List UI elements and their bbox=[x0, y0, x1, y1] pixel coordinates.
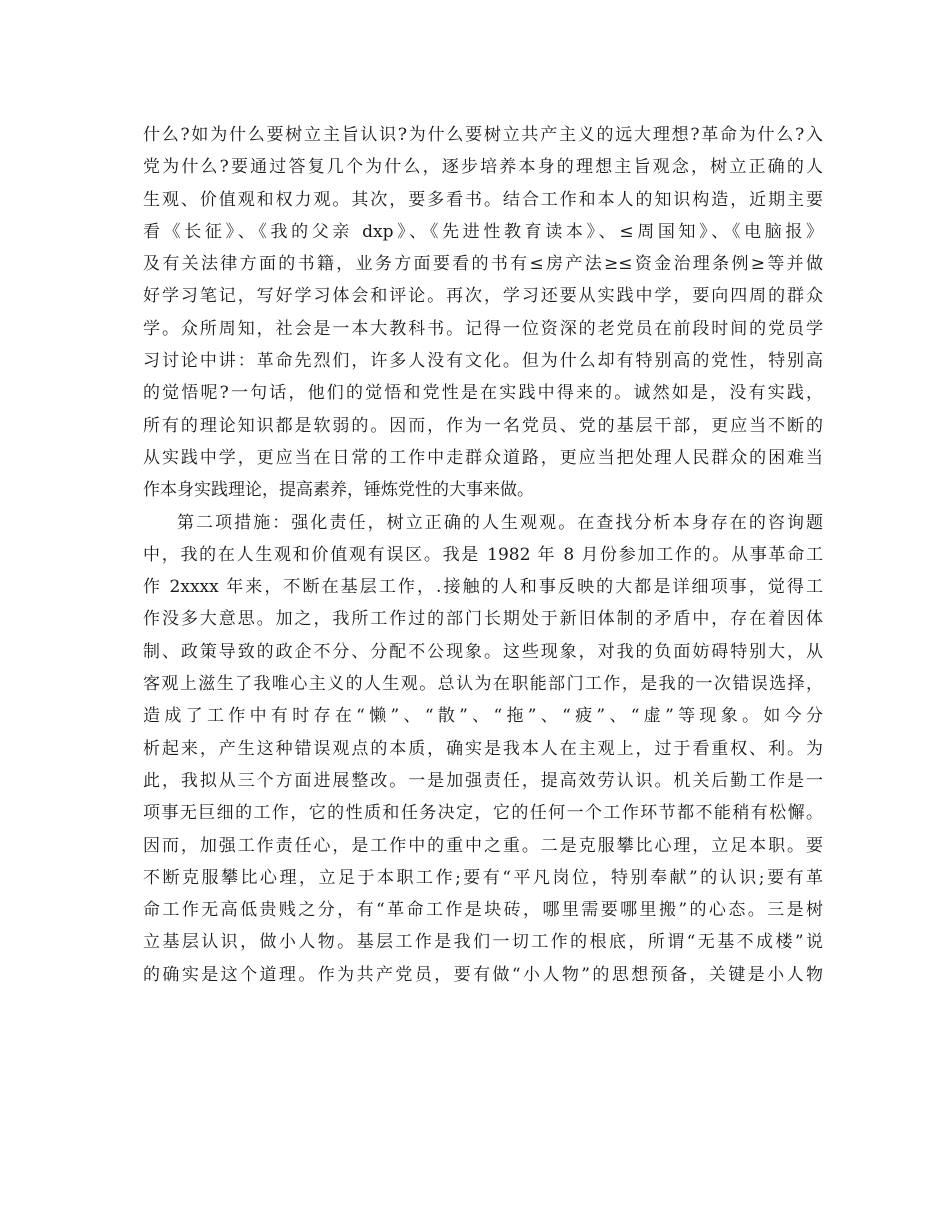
text-line: 习讨论中讲：革命先烈们，许多人没有文化。但为什么却有特别高的党性，特别高 bbox=[143, 351, 823, 372]
text-line: 党为什么?要通过答复几个为什么，逐步培养本身的理想主旨观念，树立正确的人 bbox=[143, 157, 823, 178]
text-line: 客观上滋生了我唯心主义的人生观。总认为在职能部门工作，是我的一次错误选择， bbox=[143, 674, 823, 695]
text-line: 析起来，产生这种错误观点的本质，确实是我本人在主观上，过于看重权、利。为 bbox=[143, 738, 823, 759]
text-line: 造成了工作中有时存在“懒”、“散”、“拖”、“疲”、“虚”等现象。如今分 bbox=[143, 706, 823, 727]
text-line: 第二项措施：强化责任，树立正确的人生观观。在查找分析本身存在的咨询题 bbox=[177, 512, 823, 533]
text-line: 所有的理论知识都是软弱的。因而，作为一名党员、党的基层干部，更应当不断的 bbox=[143, 415, 823, 436]
text-line: 作本身实践理论，提高素养，锤炼党性的大事来做。 bbox=[143, 480, 534, 501]
paragraph-study bbox=[143, 119, 823, 507]
paragraph-second-measure bbox=[143, 507, 823, 991]
text-line: 命工作无高低贵贱之分，有“革命工作是块砖，哪里需要哪里搬”的心态。三是树 bbox=[143, 900, 823, 921]
text-line: 作 2xxxx 年来，不断在基层工作，.接触的人和事反映的大都是详细项事，觉得工 bbox=[143, 577, 823, 598]
text-line: 作没多大意思。加之，我所工作过的部门长期处于新旧体制的矛盾中，存在着因体 bbox=[143, 609, 823, 630]
text-line: 从实践中学，更应当在日常的工作中走群众道路，更应当把处理人民群众的困难当 bbox=[143, 447, 823, 468]
text-line: 中，我的在人生观和价值观有误区。我是 1982 年 8 月份参加工作的。从事革命工 bbox=[143, 544, 823, 565]
text-line: 什么?如为什么要树立主旨认识?为什么要树立共产主义的远大理想?革命为什么?入 bbox=[143, 125, 823, 145]
text-line: 立基层认识，做小人物。基层工作是我们一切工作的根底，所谓“无基不成楼”说 bbox=[143, 932, 823, 953]
body-text bbox=[143, 119, 823, 991]
text-line: 的觉悟呢?一句话，他们的觉悟和党性是在实践中得来的。诚然如是，没有实践， bbox=[143, 383, 823, 404]
text-line: 此，我拟从三个方面进展整改。一是加强责任，提高效劳认识。机关后勤工作是一 bbox=[143, 770, 823, 791]
text-line: 好学习笔记，写好学习体会和评论。再次，学习还要从实践中学，要向四周的群众 bbox=[143, 286, 823, 307]
text-line: 因而，加强工作责任心，是工作中的重中之重。二是克服攀比心理，立足本职。要 bbox=[143, 835, 823, 856]
text-line: 不断克服攀比心理，立足于本职工作;要有“平凡岗位，特别奉献”的认识;要有革 bbox=[143, 867, 823, 888]
text-line: 及有关法律方面的书籍，业务方面要看的书有≤房产法≥≤资金治理条例≥等并做 bbox=[143, 254, 823, 275]
text-line: 学。众所周知，社会是一本大教科书。记得一位资深的老党员在前段时间的党员学 bbox=[143, 318, 823, 339]
text-line: 的确实是这个道理。作为共产党员，要有做“小人物”的思想预备，关键是小人物 bbox=[143, 964, 823, 985]
text-line: 项事无巨细的工作，它的性质和任务决定，它的任何一个工作环节都不能稍有松懈。 bbox=[143, 803, 823, 824]
text-line: 看《长征》、《我的父亲 dxp》、《先进性教育读本》、≤周国知》、《电脑报》 bbox=[143, 221, 823, 242]
text-line: 生观、价值观和权力观。其次，要多看书。结合工作和本人的知识构造，近期主要 bbox=[143, 189, 823, 210]
text-line: 制、政策导致的政企不分、分配不公现象。这些现象，对我的负面妨碍特别大，从 bbox=[143, 641, 823, 662]
